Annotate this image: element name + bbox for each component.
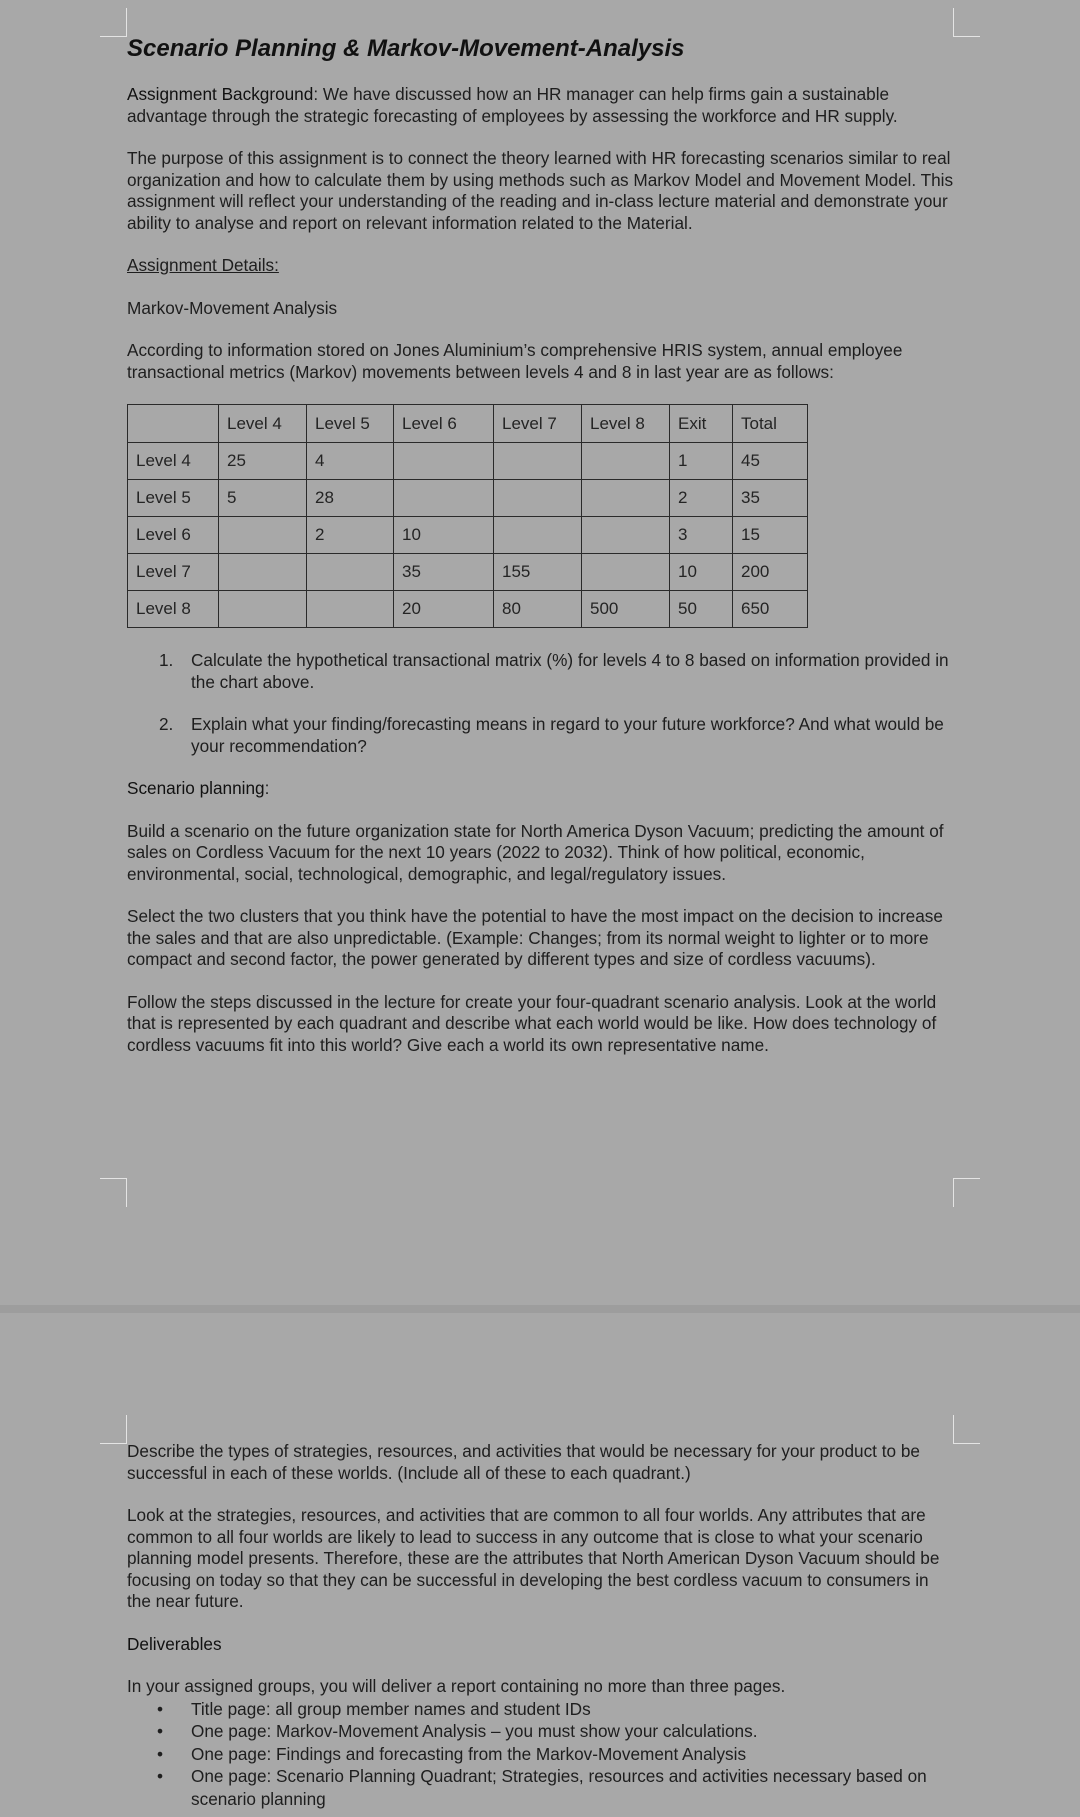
table-cell: 35: [733, 480, 808, 517]
table-header-cell: Level 5: [307, 405, 394, 443]
list-number: 2.: [159, 714, 174, 734]
list-item-text: One page: Markov-Movement Analysis – you must show your calculations.: [191, 1721, 758, 1741]
purpose-paragraph: The purpose of this assignment is to connect the theory learned with HR forecasting scenarios similar to real organization and how to calculate them by using methods such as Markov Model and Movement Model. This assignment will reflect your understanding of the reading and in-class lecture material and demonstrate your ability to analyse and report on relevant information related to the Material.: [127, 148, 954, 233]
table-cell: 35: [394, 554, 494, 591]
table-cell: 50: [670, 591, 733, 628]
list-item-text: Explain what your finding/forecasting means in regard to your future workforce? And what would be your recommendation?: [191, 714, 944, 756]
describe-paragraph: Describe the types of strategies, resources, and activities that would be necessary for your product to be successful in each of these worlds. (Include all of these to each quadrant.): [127, 1441, 920, 1483]
list-item: [127, 1720, 957, 1743]
table-cell: 10: [394, 517, 494, 554]
list-item: [127, 650, 957, 693]
table-cell: [219, 517, 307, 554]
deliverables-intro: In your assigned groups, you will deliver a report containing no more than three pages.: [127, 1676, 786, 1696]
page-separator: [0, 1305, 1080, 1313]
page-2-body: [127, 1441, 957, 1810]
list-item-text: Calculate the hypothetical transactional matrix (%) for levels 4 to 8 based on information provided in the chart above.: [191, 650, 949, 692]
table-cell: 15: [733, 517, 808, 554]
table-cell: [307, 591, 394, 628]
table-cell: [494, 443, 582, 480]
background-label: Assignment Background: [127, 84, 314, 104]
table-cell: 10: [670, 554, 733, 591]
table-cell: 500: [582, 591, 670, 628]
table-cell: 80: [494, 591, 582, 628]
background-paragraph: [127, 84, 957, 127]
scenario-paragraph-3: Follow the steps discussed in the lecture for create your four-quadrant scenario analysis. Look at the world that is represented by each quadrant and describe what each world would be like. How does technology of cordless vacuums fit into this world? Give each a world its own representative name.: [127, 991, 937, 1055]
list-item-text: One page: Scenario Planning Quadrant; Strategies, resources and activities necessary based on scenario planning: [191, 1766, 927, 1809]
table-cell: Level 7: [128, 554, 219, 591]
background-text: We have discussed how an HR manager can help firms gain a sustainable advantage through the strategic forecasting of employees by assessing the workforce and HR supply.: [127, 84, 898, 126]
markov-heading: Markov-Movement Analysis: [127, 297, 338, 318]
document-title: Scenario Planning & Markov-Movement-Analysis: [127, 35, 685, 62]
crop-mark-bottom-right: [953, 1178, 980, 1207]
question-list: [127, 650, 957, 757]
crop-mark-bottom-left: [100, 1178, 127, 1207]
table-header-cell: Level 6: [394, 405, 494, 443]
table-cell: [582, 480, 670, 517]
scenario-paragraph-1: Build a scenario on the future organization state for North America Dyson Vacuum; predicting the amount of sales on Cordless Vacuum for the next 10 years (2022 to 2032). Think of how political, economic, environmental, social, technological, demographic, and legal/regulatory issues.: [127, 820, 944, 884]
crop-mark-top-left: [100, 1415, 127, 1444]
scenario-paragraph-2: Select the two clusters that you think have the potential to have the most impact on the decision to increase the sales and that are also unpredictable. (Example: Changes; from its normal weight to lighter or to more compact and second factor, the power generated by different types and size of cordless vacuums).: [127, 906, 943, 969]
bullet-icon: •: [157, 1766, 164, 1786]
table-cell: 45: [733, 443, 808, 480]
table-header-cell: Level 7: [494, 405, 582, 443]
bullet-icon: •: [157, 1698, 164, 1719]
table-cell: 2: [307, 517, 394, 554]
table-header-cell: Total: [733, 405, 808, 443]
table-cell: 2: [670, 480, 733, 517]
table-cell: 28: [307, 480, 394, 517]
table-cell: [494, 517, 582, 554]
table-cell: 200: [733, 554, 808, 591]
table-header-cell: Exit: [670, 405, 733, 443]
common-attributes-paragraph: Look at the strategies, resources, and activities that are common to all four worlds. Any attributes that are common to all four worlds are likely to lead to success in any outcome that is close to what your scenario planning model presents. Therefore, these are the attributes that North American Dyson Vacuum should be focusing on today so that they can be successful in developing the best cordless vacuum to consumers in the near future.: [127, 1505, 940, 1611]
table-cell: 1: [670, 443, 733, 480]
table-cell: 650: [733, 591, 808, 628]
page-1-body: [127, 34, 957, 1056]
crop-mark-top-right: [953, 1415, 980, 1444]
table-cell: [582, 554, 670, 591]
scenario-heading-line: [127, 778, 957, 800]
table-cell: 20: [394, 591, 494, 628]
background-colon: :: [313, 84, 319, 104]
table-cell: Level 6: [128, 517, 219, 554]
crop-mark-top-left: [100, 8, 127, 37]
list-item: [127, 1765, 957, 1810]
list-number: 1.: [159, 650, 174, 670]
table-cell: [582, 443, 670, 480]
table-cell: 4: [307, 443, 394, 480]
table-row: [128, 443, 808, 480]
crop-mark-top-right: [953, 8, 980, 37]
table-cell: Level 5: [128, 480, 219, 517]
deliverables-list: [127, 1698, 957, 1811]
list-item: [127, 1698, 957, 1721]
table-cell: Level 4: [128, 443, 219, 480]
table-cell: [494, 480, 582, 517]
bullet-icon: •: [157, 1743, 164, 1764]
scenario-colon: :: [264, 778, 270, 798]
table-row: [128, 517, 808, 554]
table-row: [128, 554, 808, 591]
table-cell: 3: [670, 517, 733, 554]
table-cell: Level 8: [128, 591, 219, 628]
table-cell: [219, 554, 307, 591]
table-header-cell: Level 8: [582, 405, 670, 443]
table-cell: [394, 480, 494, 517]
deliverables-heading: Deliverables: [127, 1633, 222, 1654]
table-header-row: [128, 405, 808, 443]
assignment-details-heading: Assignment Details:: [127, 255, 279, 275]
list-item: [127, 714, 957, 757]
list-item-text: One page: Findings and forecasting from the Markov-Movement Analysis: [191, 1743, 747, 1764]
document-page-2: [0, 1313, 1080, 1817]
markov-intro: According to information stored on Jones Aluminium’s comprehensive HRIS system, annual employee transactional metrics (Markov) movements between levels 4 and 8 in last year are as follows:: [127, 340, 903, 382]
bullet-icon: •: [157, 1721, 164, 1741]
table-row: [128, 591, 808, 628]
table-cell: [307, 554, 394, 591]
table-cell: [582, 517, 670, 554]
table-header-cell: [128, 405, 219, 443]
table-cell: 25: [219, 443, 307, 480]
table-cell: [219, 591, 307, 628]
scenario-heading: Scenario planning: [127, 778, 265, 798]
list-item-text: Title page: all group member names and student IDs: [191, 1698, 591, 1719]
table-header-cell: Level 4: [219, 405, 307, 443]
table-cell: 5: [219, 480, 307, 517]
table-cell: [394, 443, 494, 480]
table-cell: 155: [494, 554, 582, 591]
list-item: [127, 1743, 957, 1766]
markov-movement-table: [127, 404, 808, 628]
table-row: [128, 480, 808, 517]
